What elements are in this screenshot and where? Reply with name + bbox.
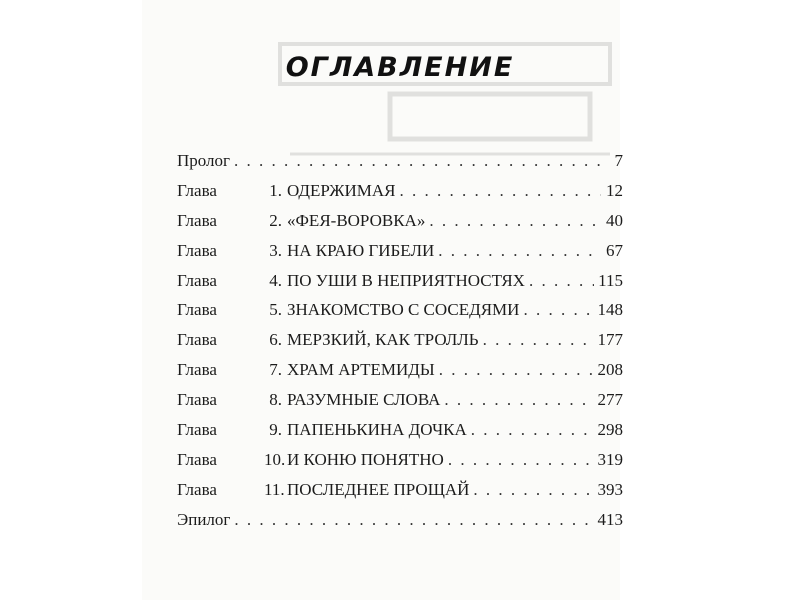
dot-leader [444, 385, 593, 415]
toc-entry-title: ХРАМ АРТЕМИДЫ [287, 360, 435, 380]
toc-entry-title: РАЗУМНЫЕ СЛОВА [287, 390, 441, 410]
toc-entry-prefix: Глава [177, 390, 217, 410]
toc-entry-page: 298 [597, 420, 623, 440]
dot-leader [234, 505, 593, 535]
toc-entry-page: 40 [606, 210, 623, 230]
toc-entry-title: «ФЕЯ-ВОРОВКА» [287, 210, 426, 230]
toc-entry-title: ПОСЛЕДНЕЕ ПРОЩАЙ [287, 479, 470, 499]
toc-entry-page: 413 [597, 509, 623, 529]
toc-entry [177, 415, 623, 445]
dot-leader [473, 475, 593, 505]
toc-entry [177, 385, 623, 415]
toc-entry-number: 6. [269, 330, 282, 350]
table-of-contents [177, 146, 623, 535]
dot-leader [529, 266, 594, 296]
toc-entry [177, 206, 623, 236]
toc-entry-number: 2. [269, 210, 282, 230]
toc-entry-prefix: Глава [177, 449, 217, 469]
toc-entry [177, 295, 623, 325]
toc-entry-page: 148 [597, 300, 623, 320]
toc-entry [177, 236, 623, 266]
toc-entry [177, 355, 623, 385]
toc-entry-page: 393 [597, 479, 623, 499]
toc-entry [177, 146, 623, 176]
dot-leader [438, 236, 601, 266]
dot-leader [439, 355, 594, 385]
toc-entry-number: 11. [264, 479, 285, 499]
toc-entry [177, 445, 623, 475]
toc-entry-title: ПО УШИ В НЕПРИЯТНОСТЯХ [287, 270, 525, 290]
toc-entry-page: 12 [606, 180, 623, 200]
toc-entry-prefix: Глава [177, 360, 217, 380]
page-title: ОГЛАВЛЕНИЕ [285, 52, 515, 83]
toc-entry-page: 115 [598, 270, 623, 290]
toc-entry-title: НА КРАЮ ГИБЕЛИ [287, 240, 435, 260]
toc-entry-prefix: Пролог [177, 151, 231, 170]
toc-entry-prefix: Глава [177, 210, 217, 230]
toc-entry-prefix: Глава [177, 300, 217, 320]
dot-leader [400, 176, 601, 206]
toc-entry-number: 1. [269, 180, 282, 200]
toc-entry-number: 7. [269, 360, 282, 380]
toc-entry-page: 67 [606, 240, 623, 260]
toc-entry-prefix: Глава [177, 270, 217, 290]
toc-entry [177, 505, 623, 535]
dot-leader [483, 325, 594, 355]
toc-entry-page: 277 [597, 390, 623, 410]
toc-entry-title: И КОНЮ ПОНЯТНО [287, 449, 444, 469]
toc-entry-number: 9. [269, 420, 282, 440]
toc-entry-number: 5. [269, 300, 282, 320]
toc-entry-title: МЕРЗКИЙ, КАК ТРОЛЛЬ [287, 330, 479, 350]
toc-entry-number: 8. [269, 390, 282, 410]
dot-leader [471, 415, 594, 445]
toc-entry-page: 7 [614, 151, 623, 170]
toc-entry-number: 4. [269, 270, 282, 290]
toc-entry-page: 177 [597, 330, 623, 350]
toc-entry-number: 10. [264, 449, 286, 469]
toc-entry [177, 266, 623, 296]
toc-entry-page: 208 [597, 360, 623, 380]
toc-entry [177, 325, 623, 355]
toc-entry-number: 3. [269, 240, 282, 260]
toc-entry-prefix: Глава [177, 420, 217, 440]
toc-entry-title: ПАПЕНЬКИНА ДОЧКА [287, 420, 467, 440]
toc-entry-prefix: Глава [177, 240, 217, 260]
dot-leader [429, 206, 601, 236]
toc-entry [177, 176, 623, 206]
dot-leader [234, 146, 601, 176]
toc-entry-prefix: Эпилог [177, 509, 231, 529]
toc-entry [177, 475, 623, 505]
toc-entry-page: 319 [597, 449, 623, 469]
dot-leader [523, 295, 593, 325]
dot-leader [448, 445, 594, 475]
toc-entry-prefix: Глава [177, 479, 217, 499]
toc-entry-title: ЗНАКОМСТВО С СОСЕДЯМИ [287, 300, 520, 320]
toc-entry-title: ОДЕРЖИМАЯ [287, 180, 396, 200]
toc-entry-prefix: Глава [177, 330, 217, 350]
toc-entry-prefix: Глава [177, 180, 217, 200]
